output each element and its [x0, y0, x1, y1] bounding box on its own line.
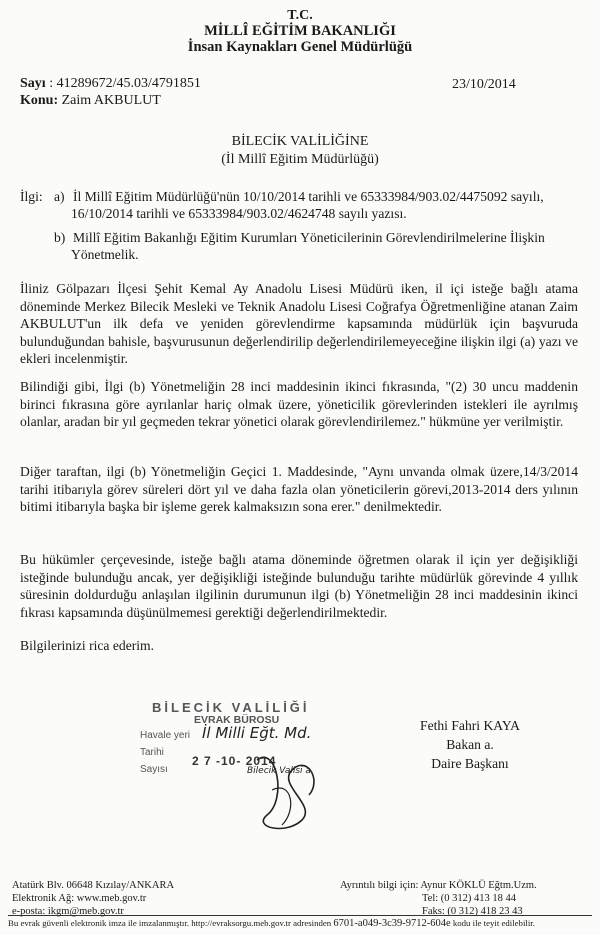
body-paragraph-2: Bilindiği gibi, İlgi (b) Yönetmeliğin 28 inci maddesinin ikinci fıkrasında, "(2) 30 uncu maddenin birinci fıkrasına göre ayrılanlar hariç olmak üzere, yöneticilik görevlerinden istekleri ile ayrılmış olanlar, aradan bir yıl geçmeden tekrar yönetici olarak görevlendirilemez." hükmüne yer verilmiştir. — [20, 379, 578, 429]
sayi-line — [20, 76, 201, 92]
body-paragraph-3: Diğer taraftan, ilgi (b) Yönetmeliğin Geçici 1. Maddesinde, "Aynı unvanda olmak üzere,14/3/2014 tarihi itibarıyla görev süreleri dört yıl ve daha fazla olan yöneticilerin görevi,2013-2014 ders yılının bitimi itibarıyla başka bir işleme gerek kalmaksızın sona erer." denilmektedir. — [20, 464, 578, 514]
ilgi-item-b — [54, 229, 580, 263]
addressee-title: BİLECİK VALİLİĞİNE — [231, 134, 369, 149]
ilgi-section — [20, 188, 580, 263]
signer-block — [400, 716, 540, 773]
stamp-sayisi-label: Sayısı — [140, 764, 168, 775]
ilgi-letter: a) — [54, 189, 65, 204]
ilgi-item-a — [54, 188, 580, 222]
footer-network[interactable]: Elektronik Ağ: www.meb.gov.tr — [12, 893, 147, 904]
stamp-havale-handwriting: İl Milli Eğt. Md. — [202, 724, 312, 742]
ilgi-b-line2: Yönetmelik. — [71, 247, 139, 262]
footer-tel: Tel: (0 312) 413 18 44 — [422, 893, 517, 904]
footer-fax: Faks: (0 312) 418 23 43 — [422, 906, 523, 917]
signer-title: Daire Başkanı — [431, 756, 509, 771]
footer-contact-right — [340, 879, 537, 918]
header-directorate: İnsan Kaynakları Genel Müdürlüğü — [187, 39, 413, 55]
ilgi-a-line2: 16/10/2014 tarihli ve 65333984/903.02/4624748 sayılı yazısı. — [71, 206, 407, 221]
stamp-title: BİLECİK VALİLİĞİ — [152, 700, 310, 715]
ilgi-a-line1: İl Millî Eğitim Müdürlüğü'nün 10/10/2014 tarihli ve 65333984/903.02/4475092 sayılı, — [73, 189, 544, 204]
footer-address: Atatürk Blv. 06648 Kızılay/ANKARA — [12, 880, 175, 891]
registry-stamp — [140, 700, 322, 820]
addressee-subtitle: (İl Millî Eğitim Müdürlüğü) — [221, 152, 379, 167]
sayi-label: Sayı — [20, 76, 46, 91]
signature-scribble — [247, 740, 337, 840]
footer-info: Ayrıntılı bilgi için: Aynur KÖKLÜ Eğtm.Uzm. — [340, 880, 537, 891]
ilgi-letter: b) — [54, 230, 66, 245]
header-ministry: MİLLÎ EĞİTİM BAKANLIĞI — [204, 23, 396, 39]
signer-line2: Bakan a. — [446, 737, 494, 752]
stamp-extra-handwriting: Bilecik Valisi a. — [247, 766, 314, 776]
sayi-value: : 41289672/45.03/4791851 — [49, 76, 201, 91]
header-tc: T.C. — [287, 8, 313, 23]
footer-email[interactable]: e-posta: ikgm@meb.gov.tr — [12, 906, 124, 917]
stamp-tarihi-label: Tarihi — [140, 747, 164, 758]
stamp-subtitle: EVRAK BÜROSU — [194, 714, 280, 726]
signer-name: Fethi Fahri KAYA — [420, 718, 520, 733]
body-closing: Bilgilerinizi rica ederim. — [20, 638, 154, 653]
body-paragraph-4: Bu hükümler çerçevesinde, isteğe bağlı atama döneminde öğretmen olarak il için yer değişikliği isteğinde bulunduğu ancak, yer değişikliği isteğinde bulunduğu tarihte müdürlük görevinde 4 yıllık süresinin doldurduğu anlaşılan ilgilinin durumunun ilgi (b) Yönetmeliğin 28 inci maddesinin ikinci fıkrası kapsamında düşünülmemesi gerektiği değerlendirilmektedir. — [20, 552, 578, 620]
verify-text-pre: Bu evrak güvenli elektronik imza ile imzalanmıştır. http://evraksorgu.meb.gov.tr adresinden — [8, 918, 332, 928]
document-date: 23/10/2014 — [452, 77, 516, 92]
ilgi-label: İlgi: — [20, 189, 43, 204]
body-paragraph-1: İliniz Gölpazarı İlçesi Şehit Kemal Ay Anadolu Lisesi Müdürü iken, il içi isteğe bağlı atama döneminde Merkez Bilecik Mesleki ve Teknik Anadolu Lisesi Coğrafya Öğretmenliğine atanan Zaim AKBULUT'un ilk defa ve yeniden görevlendirme kapsamında müdürlük için başvuruda bulunduğundan bahisle, başvurusunun değerlendirilip değerlendirilemeyeceğine ilişkin ilgi (a) yazı ve ekleri incelenmiştir. — [20, 281, 578, 366]
stamp-havale-label: Havale yeri — [140, 730, 191, 741]
verify-code: 6701-a049-3c39-9712-604e — [333, 918, 451, 929]
konu-label: Konu: — [20, 93, 59, 108]
stamp-date: 2 7 -10- 2014 — [192, 754, 277, 768]
verification-line — [8, 918, 598, 929]
footer-contact-left — [12, 879, 174, 918]
verify-text-post: kodu ile teyit edilebilir. — [452, 918, 535, 928]
ilgi-b-line1: Millî Eğitim Bakanlığı Eğitim Kurumları Yöneticilerinin Görevlendirilmelerine İlişkin — [73, 230, 545, 245]
konu-line — [20, 93, 161, 109]
footer-divider — [8, 915, 592, 916]
konu-value: Zaim AKBULUT — [61, 93, 161, 108]
